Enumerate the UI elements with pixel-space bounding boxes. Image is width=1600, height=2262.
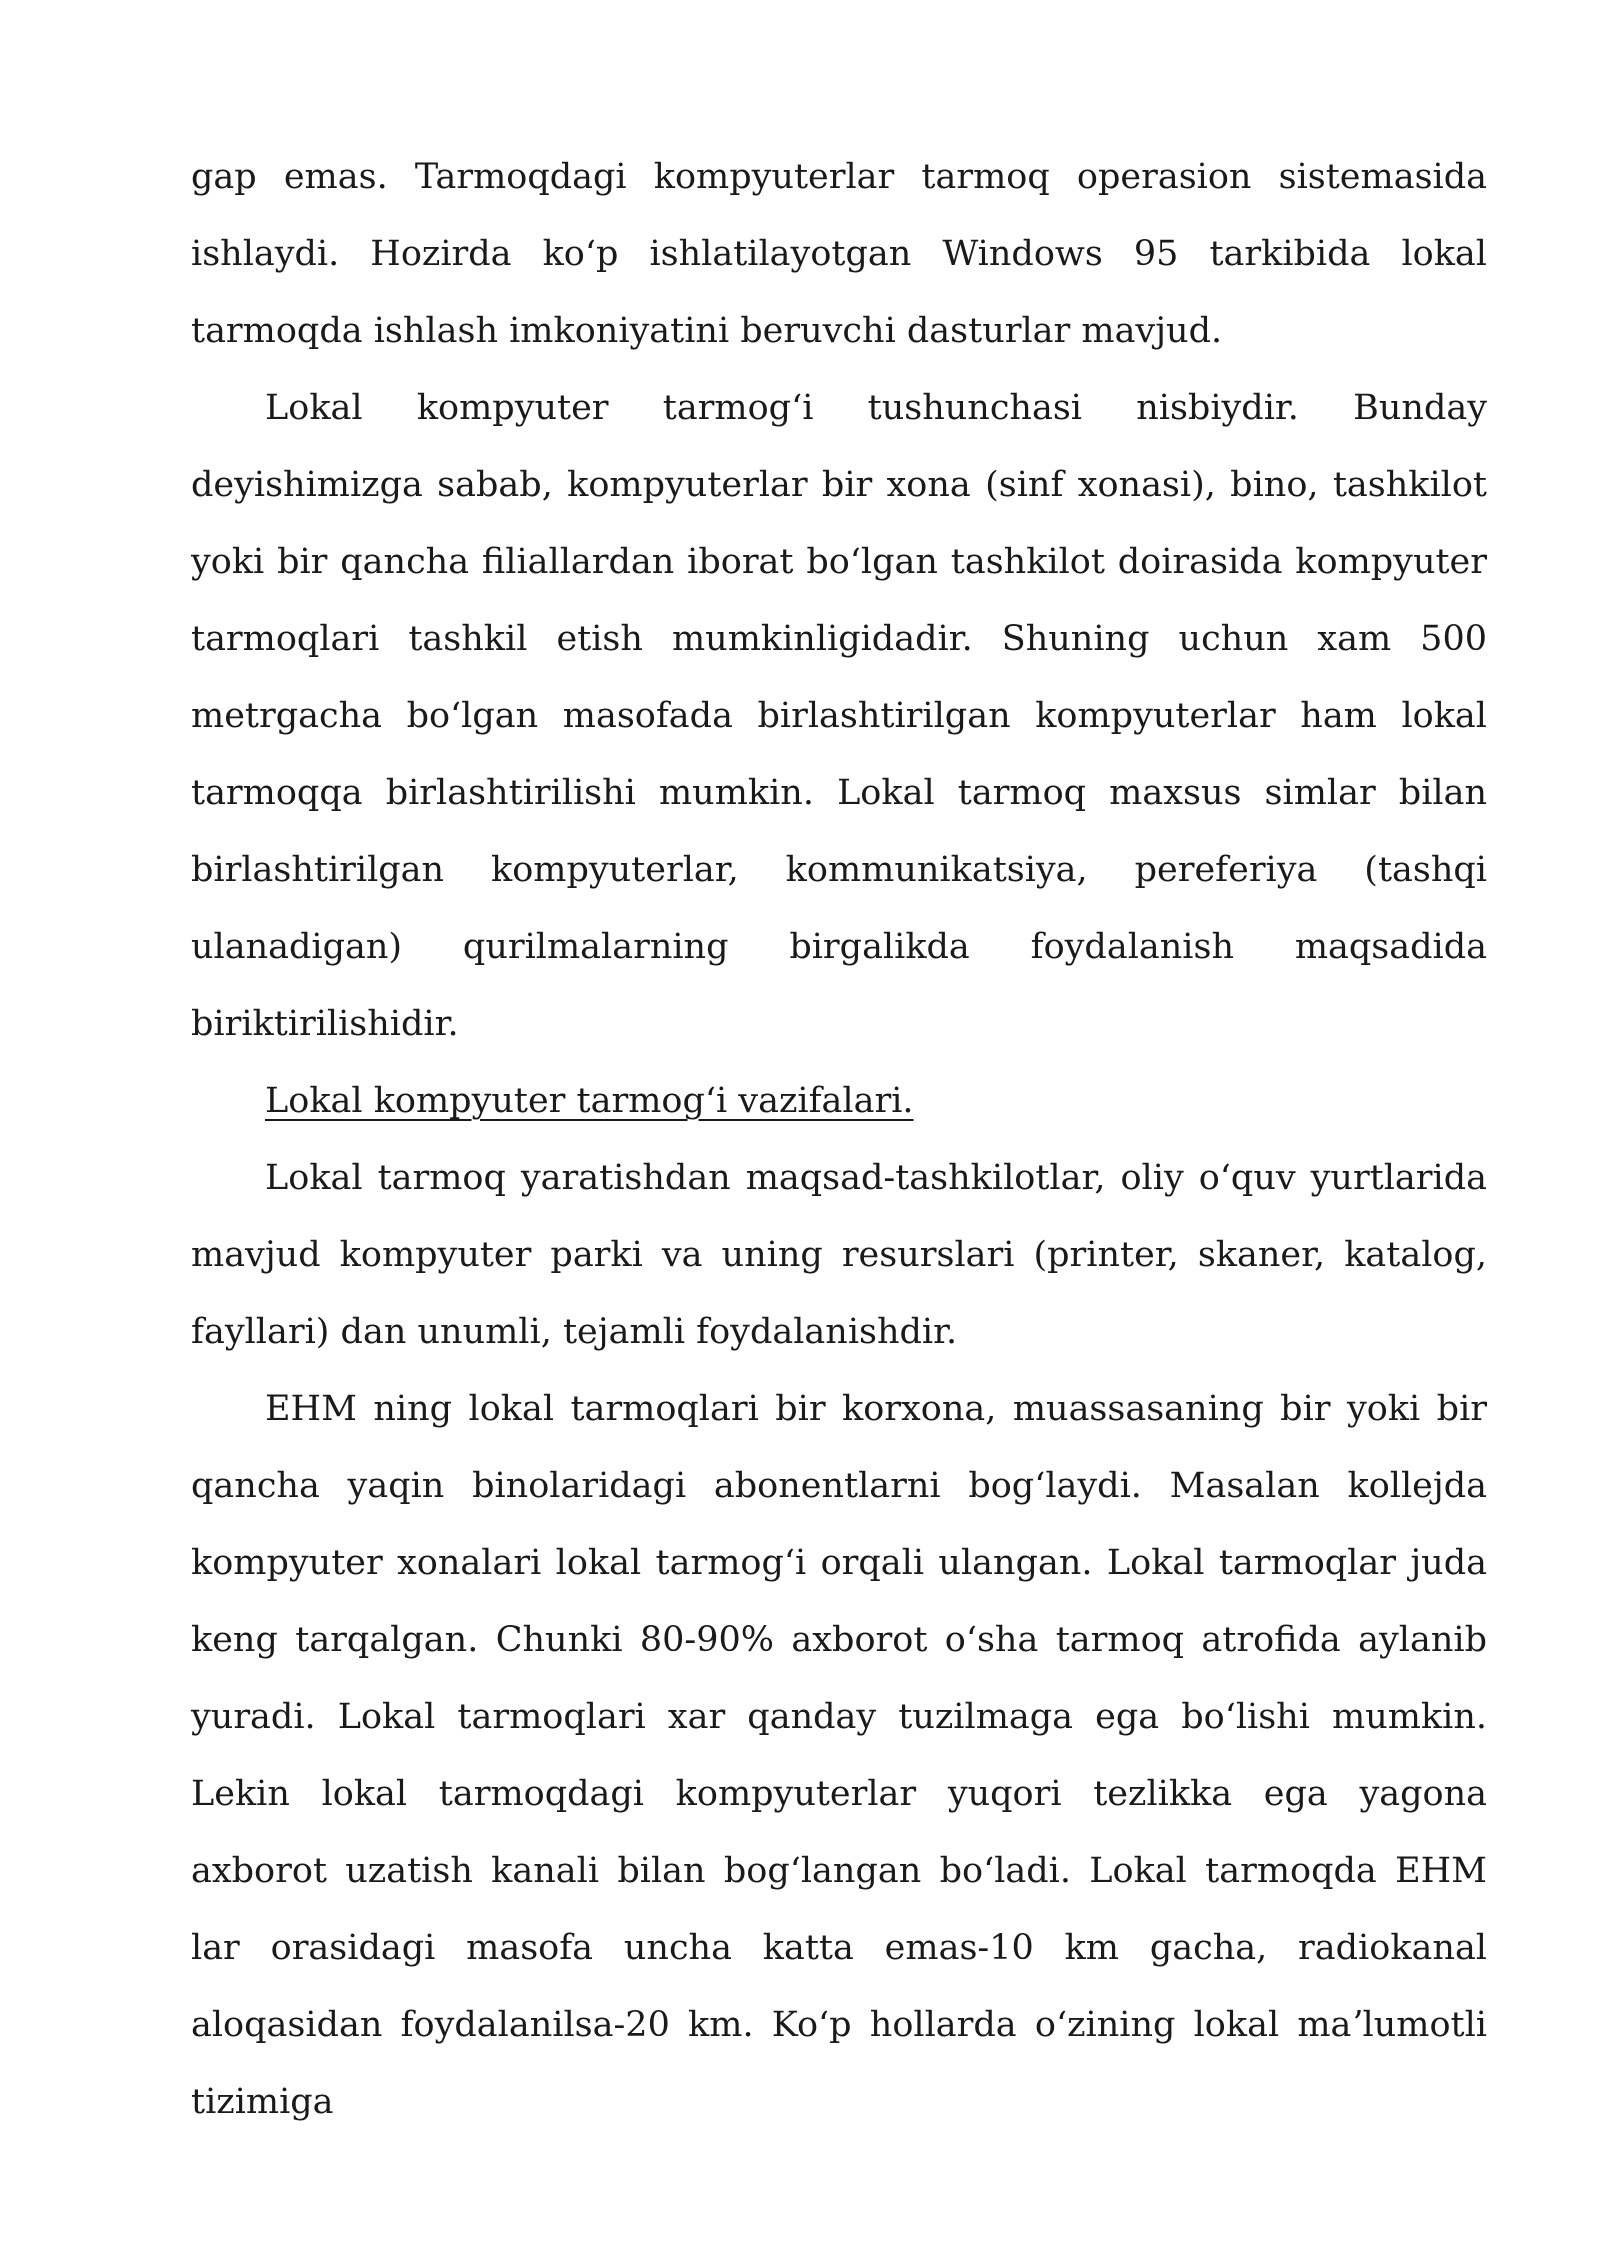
section-heading-text: Lokal kompyuter tarmogʻi vazifalari.: [265, 1081, 914, 1121]
section-heading: [191, 1063, 1487, 1140]
body-text: [191, 139, 1487, 2141]
paragraph-local-network-concept: Lokal kompyuter tarmogʻi tushunchasi nisbiydir. Bunday deyishimizga sabab, kompyuterlar bir xona (sinf xonasi), bino, tashkilot yoki bir qancha filiallardan iborat boʻlgan tashkilot doirasida kompyuter tarmoqlari tashkil etish mumkinligidadir. Shuning uchun xam 500 metrgacha boʻlgan masofada birlashtirilgan kompyuterlar ham lokal tarmoqqa birlashtirilishi mumkin. Lokal tarmoq maxsus simlar bilan birlashtirilgan kompyuterlar, kommunikatsiya, pereferiya (tashqi ulanadigan) qurilmalarning birgalikda foydalanish maqsadida biriktirilishidir.: [191, 388, 1487, 1044]
paragraph-ehm-local-networks: EHM ning lokal tarmoqlari bir korxona, muassasaning bir yoki bir qancha yaqin binolaridagi abonentlarni bogʻlaydi. Masalan kollejda kompyuter xonalari lokal tarmogʻi orqali ulangan. Lokal tarmoqlar juda keng tarqalgan. Chunki 80-90% axborot oʻsha tarmoq atrofida aylanib yuradi. Lokal tarmoqlari xar qanday tuzilmaga ega boʻlishi mumkin. Lekin lokal tarmoqdagi kompyuterlar yuqori tezlikka ega yagona axborot uzatish kanali bilan bogʻlangan boʻladi. Lokal tarmoqda EHM lar orasidagi masofa uncha katta emas-10 km gacha, radiokanal aloqasidan foydalanilsa-20 km. Koʻp hollarda oʻzining lokal maʼlumotli tizimiga: [191, 1389, 1487, 2122]
paragraph-windows-networking: gap emas. Tarmoqdagi kompyuterlar tarmoq operasion sistemasida ishlaydi. Hozirda koʻp ishlatilayotgan Windows 95 tarkibida lokal tarmoqda ishlash imkoniyatini beruvchi dasturlar mavjud.: [191, 157, 1487, 351]
paragraph-network-purpose: Lokal tarmoq yaratishdan maqsad-tashkilotlar, oliy oʻquv yurtlarida mavjud kompyuter parki va uning resurslari (printer, skaner, katalog, fayllari) dan unumli, tejamli foydalanishdir.: [191, 1158, 1487, 1352]
